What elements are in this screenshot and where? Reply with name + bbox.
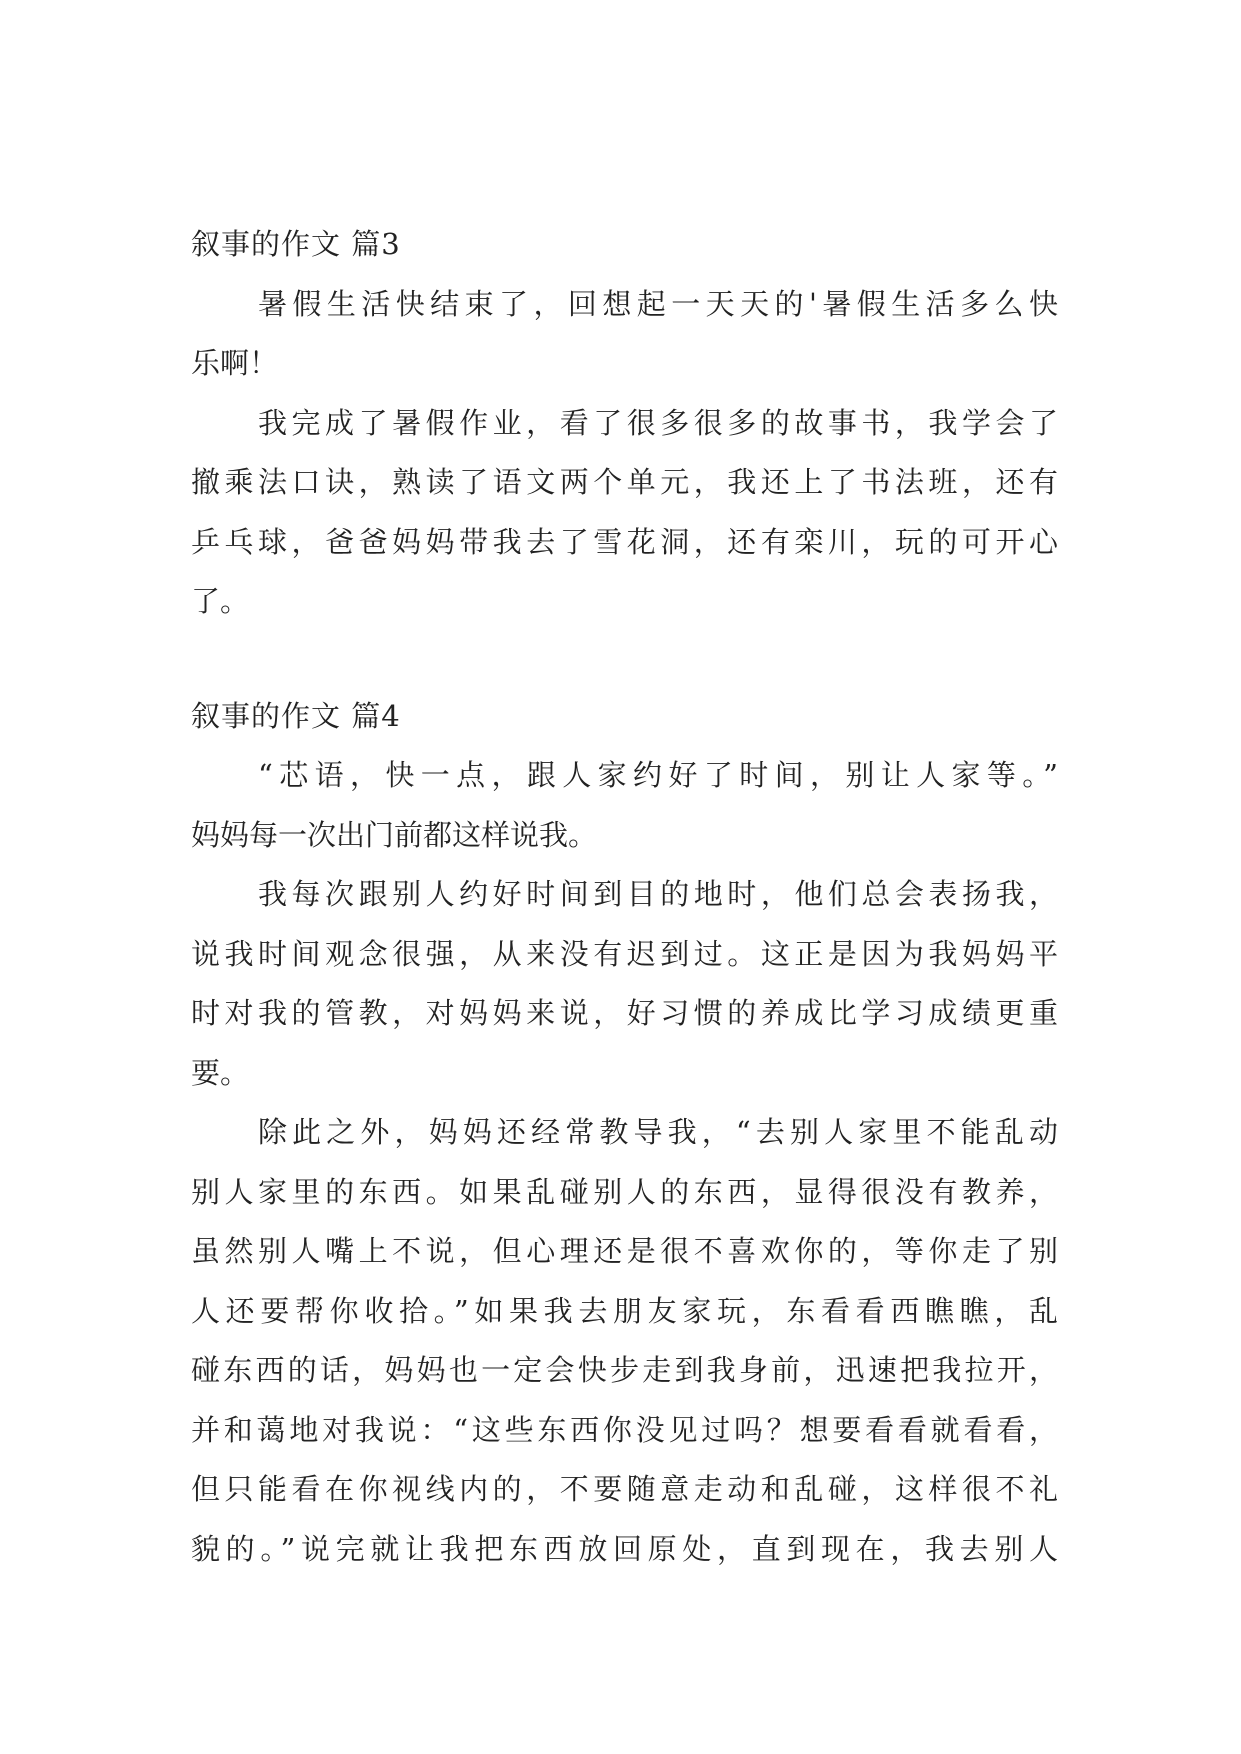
section-heading: 叙事的作文 篇3 [191,227,401,261]
text-line: 人还要帮你收拾。”如果我去朋友家玩，东看看西瞧瞧，乱 [191,1293,1058,1328]
section-heading: 叙事的作文 篇4 [191,698,401,733]
paragraph [191,746,1058,865]
text-line: 妈妈每一次出门前都这样说我。 [191,817,598,852]
text-line: 并和蔼地对我说：“这些东西你没见过吗？想要看看就看看， [191,1412,1058,1447]
text-line: 了。 [191,584,250,618]
document-page [191,215,1058,1579]
text-line: 乐啊！ [191,346,279,380]
text-line: 但只能看在你视线内的，不要随意走动和乱碰，这样很不礼 [191,1472,1058,1506]
paragraph [191,275,1058,394]
paragraph [191,394,1058,632]
text-line: 除此之外，妈妈还经常教导我，“去别人家里不能乱动 [258,1115,1058,1149]
text-line: 说我时间观念很强，从来没有迟到过。这正是因为我妈妈平 [191,936,1058,971]
text-line: 碰东西的话，妈妈也一定会快步走到我身前，迅速把我拉开， [191,1353,1058,1387]
text-line: 别人家里的东西。如果乱碰别人的东西，显得很没有教养， [191,1174,1058,1209]
text-line: 乒乓球，爸爸妈妈带我去了雪花洞，还有栾川，玩的可开心 [191,524,1058,559]
text-line: 撤乘法口诀，熟读了语文两个单元，我还上了书法班，还有 [191,465,1058,499]
paragraph [191,865,1058,1103]
essay-section-3 [191,215,1058,632]
text-line: 暑假生活快结束了，回想起一天天的'暑假生活多么快 [258,286,1058,321]
essay-section-4 [191,687,1058,1580]
text-line: “芯语，快一点，跟人家约好了时间，别让人家等。” [258,758,1058,792]
text-line: 要。 [191,1055,250,1090]
text-line: 我每次跟别人约好时间到目的地时，他们总会表扬我， [258,877,1058,911]
text-line: 虽然别人嘴上不说，但心理还是很不喜欢你的，等你走了别 [191,1234,1058,1268]
text-line: 貌的。”说完就让我把东西放回原处，直到现在，我去别人 [191,1531,1058,1566]
text-line: 时对我的管教，对妈妈来说，好习惯的养成比学习成绩更重 [191,996,1058,1030]
paragraph [191,1103,1058,1579]
text-line: 我完成了暑假作业，看了很多很多的故事书，我学会了 [258,405,1058,440]
